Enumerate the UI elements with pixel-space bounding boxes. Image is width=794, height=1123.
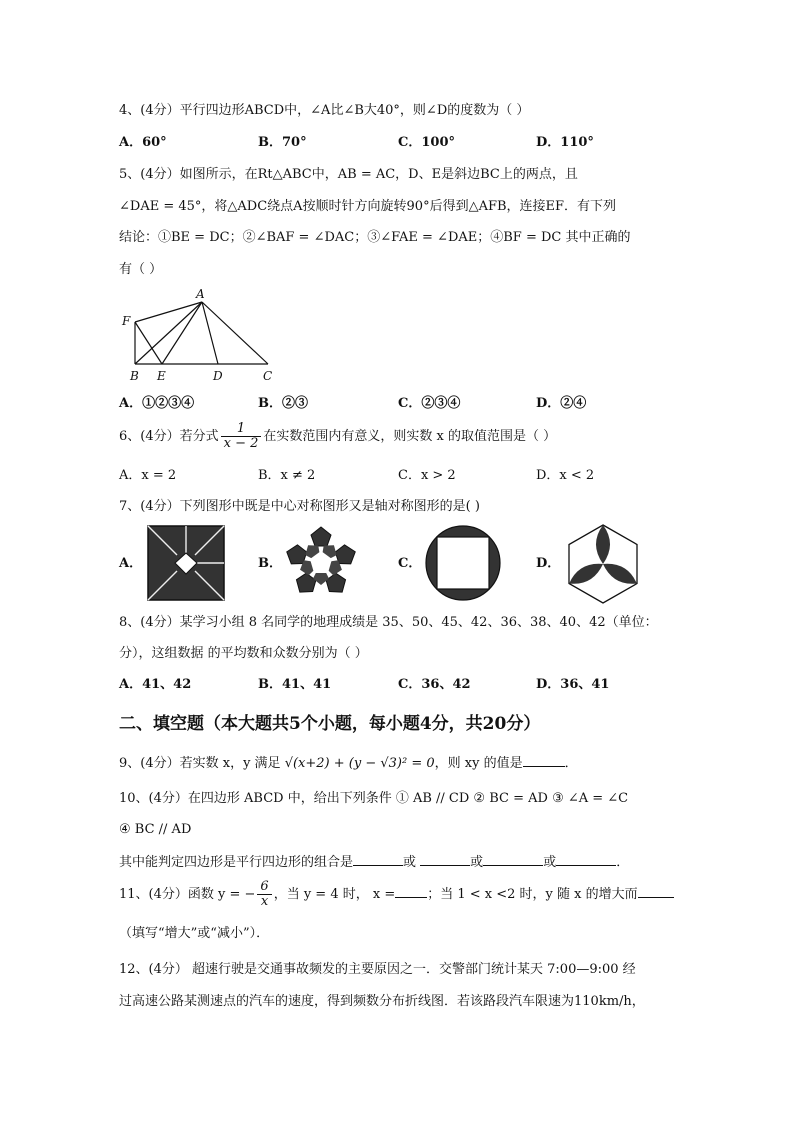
q7-option-d-label: D． [536,556,561,571]
q6-frac-den: x − 2 [223,436,259,451]
q8-line2: 分），这组数据 的平均数和众数分别为（ ） [119,646,368,661]
label-b: B [130,369,139,383]
q10-or-3: 或 [543,855,557,870]
label-f: F [122,314,131,328]
q11-frac-den: x [260,894,269,909]
q10-answer-blank-2[interactable] [420,853,470,866]
q7-option-a-label: A． [119,556,143,571]
q5-line2: ∠DAE = 45°，将△ADC绕点A按顺时针方向旋转90°后得到△AFB，连接EF．有下列 [119,199,617,214]
q9-line [119,754,578,772]
q6-option-c: C．x > 2 [398,468,456,483]
q7-figure-d-hexagon-leaves [563,524,643,604]
q10-line3-prefix: 其中能判定四边形是平行四边形的组合是 [119,855,354,870]
q10-answer-blank-3[interactable] [483,853,543,866]
label-c: C [263,369,273,383]
q5-line4: 有（ ） [119,262,163,277]
q6-option-a: A．x = 2 [119,468,177,483]
q11-answer-blank-1[interactable] [395,885,427,898]
q5-triangle-figure [120,284,280,386]
q5-line3: 结论：①BE = DC；②∠BAF = ∠DAC；③∠FAE = ∠DAE；④BF = DC 其中正确的 [119,230,631,245]
q11-answer-blank-2[interactable] [638,885,674,898]
q9-prefix: 9、(4分）若实数 x，y 满足 [119,756,281,771]
q6-option-d: D．x < 2 [536,468,595,483]
q5-line1: 5、(4分）如图所示，在Rt△ABC中，AB = AC，D、E是斜边BC上的两点，且 [119,167,578,182]
q5-option-b: B．②③ [258,396,308,411]
q11-line2: （填写“增大”或“减小”）． [119,926,270,941]
q11-mid2: ；当 1 < x <2 时，y 随 x 的增大而 [427,887,638,902]
q11-prefix: 11、(4分）函数 y = − [119,887,256,902]
q7-figure-c-circle-square [425,525,501,601]
q4-text: 4、(4分）平行四边形ABCD中，∠A比∠B大40°，则∠D的度数为（ ） [119,103,530,118]
q6-suffix: 在实数范围内有意义，则实数 x 的取值范围是（ ） [263,429,557,444]
q8-option-a: A．41、42 [119,677,192,692]
segment-ad [202,302,218,364]
q8-option-d: D．36、41 [536,677,610,692]
q6-option-b: B．x ≠ 2 [258,468,316,483]
q10-or-2: 或 [470,855,484,870]
q7-figure-b-pentagons [283,526,359,600]
q10-line1: 10、(4分）在四边形 ABCD 中，给出下列条件 ① AB // CD ② BC = AD ③ ∠A = ∠C [119,791,629,806]
q10-line2: ④ BC // AD [119,822,192,837]
q10-or-1: 或 [403,855,417,870]
label-d: D [213,369,223,383]
q10-line3 [119,853,629,871]
q9-expression: √(x+2) + (y − √3)² = 0 [284,756,435,771]
q8-option-b: B．41、41 [258,677,332,692]
q9-end: ． [564,756,578,771]
section2-title: 二、填空题（本大题共5个小题，每小题4分，共20分） [119,714,541,734]
q11-fraction [257,880,271,909]
q7-text: 7、(4分）下列图形中既是中心对称图形又是轴对称图形的是( ) [119,499,480,514]
q12-line2: 过高速公路某测速点的汽车的速度，得到频数分布折线图．若该路段汽车限速为110km/h， [119,994,645,1009]
q11-line1 [119,880,674,909]
q11-frac-num: 6 [257,880,271,895]
q5-option-c: C．②③④ [398,396,461,411]
q9-suffix: ，则 xy 的值是 [434,756,523,771]
q12-line1: 12、(4分） 超速行驶是交通事故频发的主要原因之一．交警部门统计某天 7:00—9:00 经 [119,962,636,977]
q9-answer-blank[interactable] [523,754,565,767]
q4-option-a: A．60° [119,135,167,150]
label-a: A [196,287,205,301]
q11-mid: ，当 y = 4 时， x = [273,887,396,902]
label-e: E [157,369,166,383]
segment-ac [202,302,268,364]
q6-prefix: 6、(4分）若分式 [119,429,219,444]
q5-option-a: A．①②③④ [119,396,195,411]
q5-option-d: D．②④ [536,396,587,411]
q6-line [119,422,556,451]
q7-option-c-label: C． [398,556,422,571]
q7-figure-a-square-pinwheel [147,525,225,601]
q4-option-c: C．100° [398,135,455,150]
q7-option-b-label: B． [258,556,282,571]
q8-option-c: C．36、42 [398,677,471,692]
q6-fraction [221,422,262,451]
q6-frac-num: 1 [221,422,262,437]
q10-answer-blank-4[interactable] [556,853,616,866]
q10-end: ． [616,855,630,870]
q10-answer-blank-1[interactable] [353,853,403,866]
q4-option-d: D．110° [536,135,594,150]
q4-option-b: B．70° [258,135,307,150]
q8-line1: 8、(4分）某学习小组 8 名同学的地理成绩是 35、50、45、42、36、38、40、42（单位： [119,615,658,630]
